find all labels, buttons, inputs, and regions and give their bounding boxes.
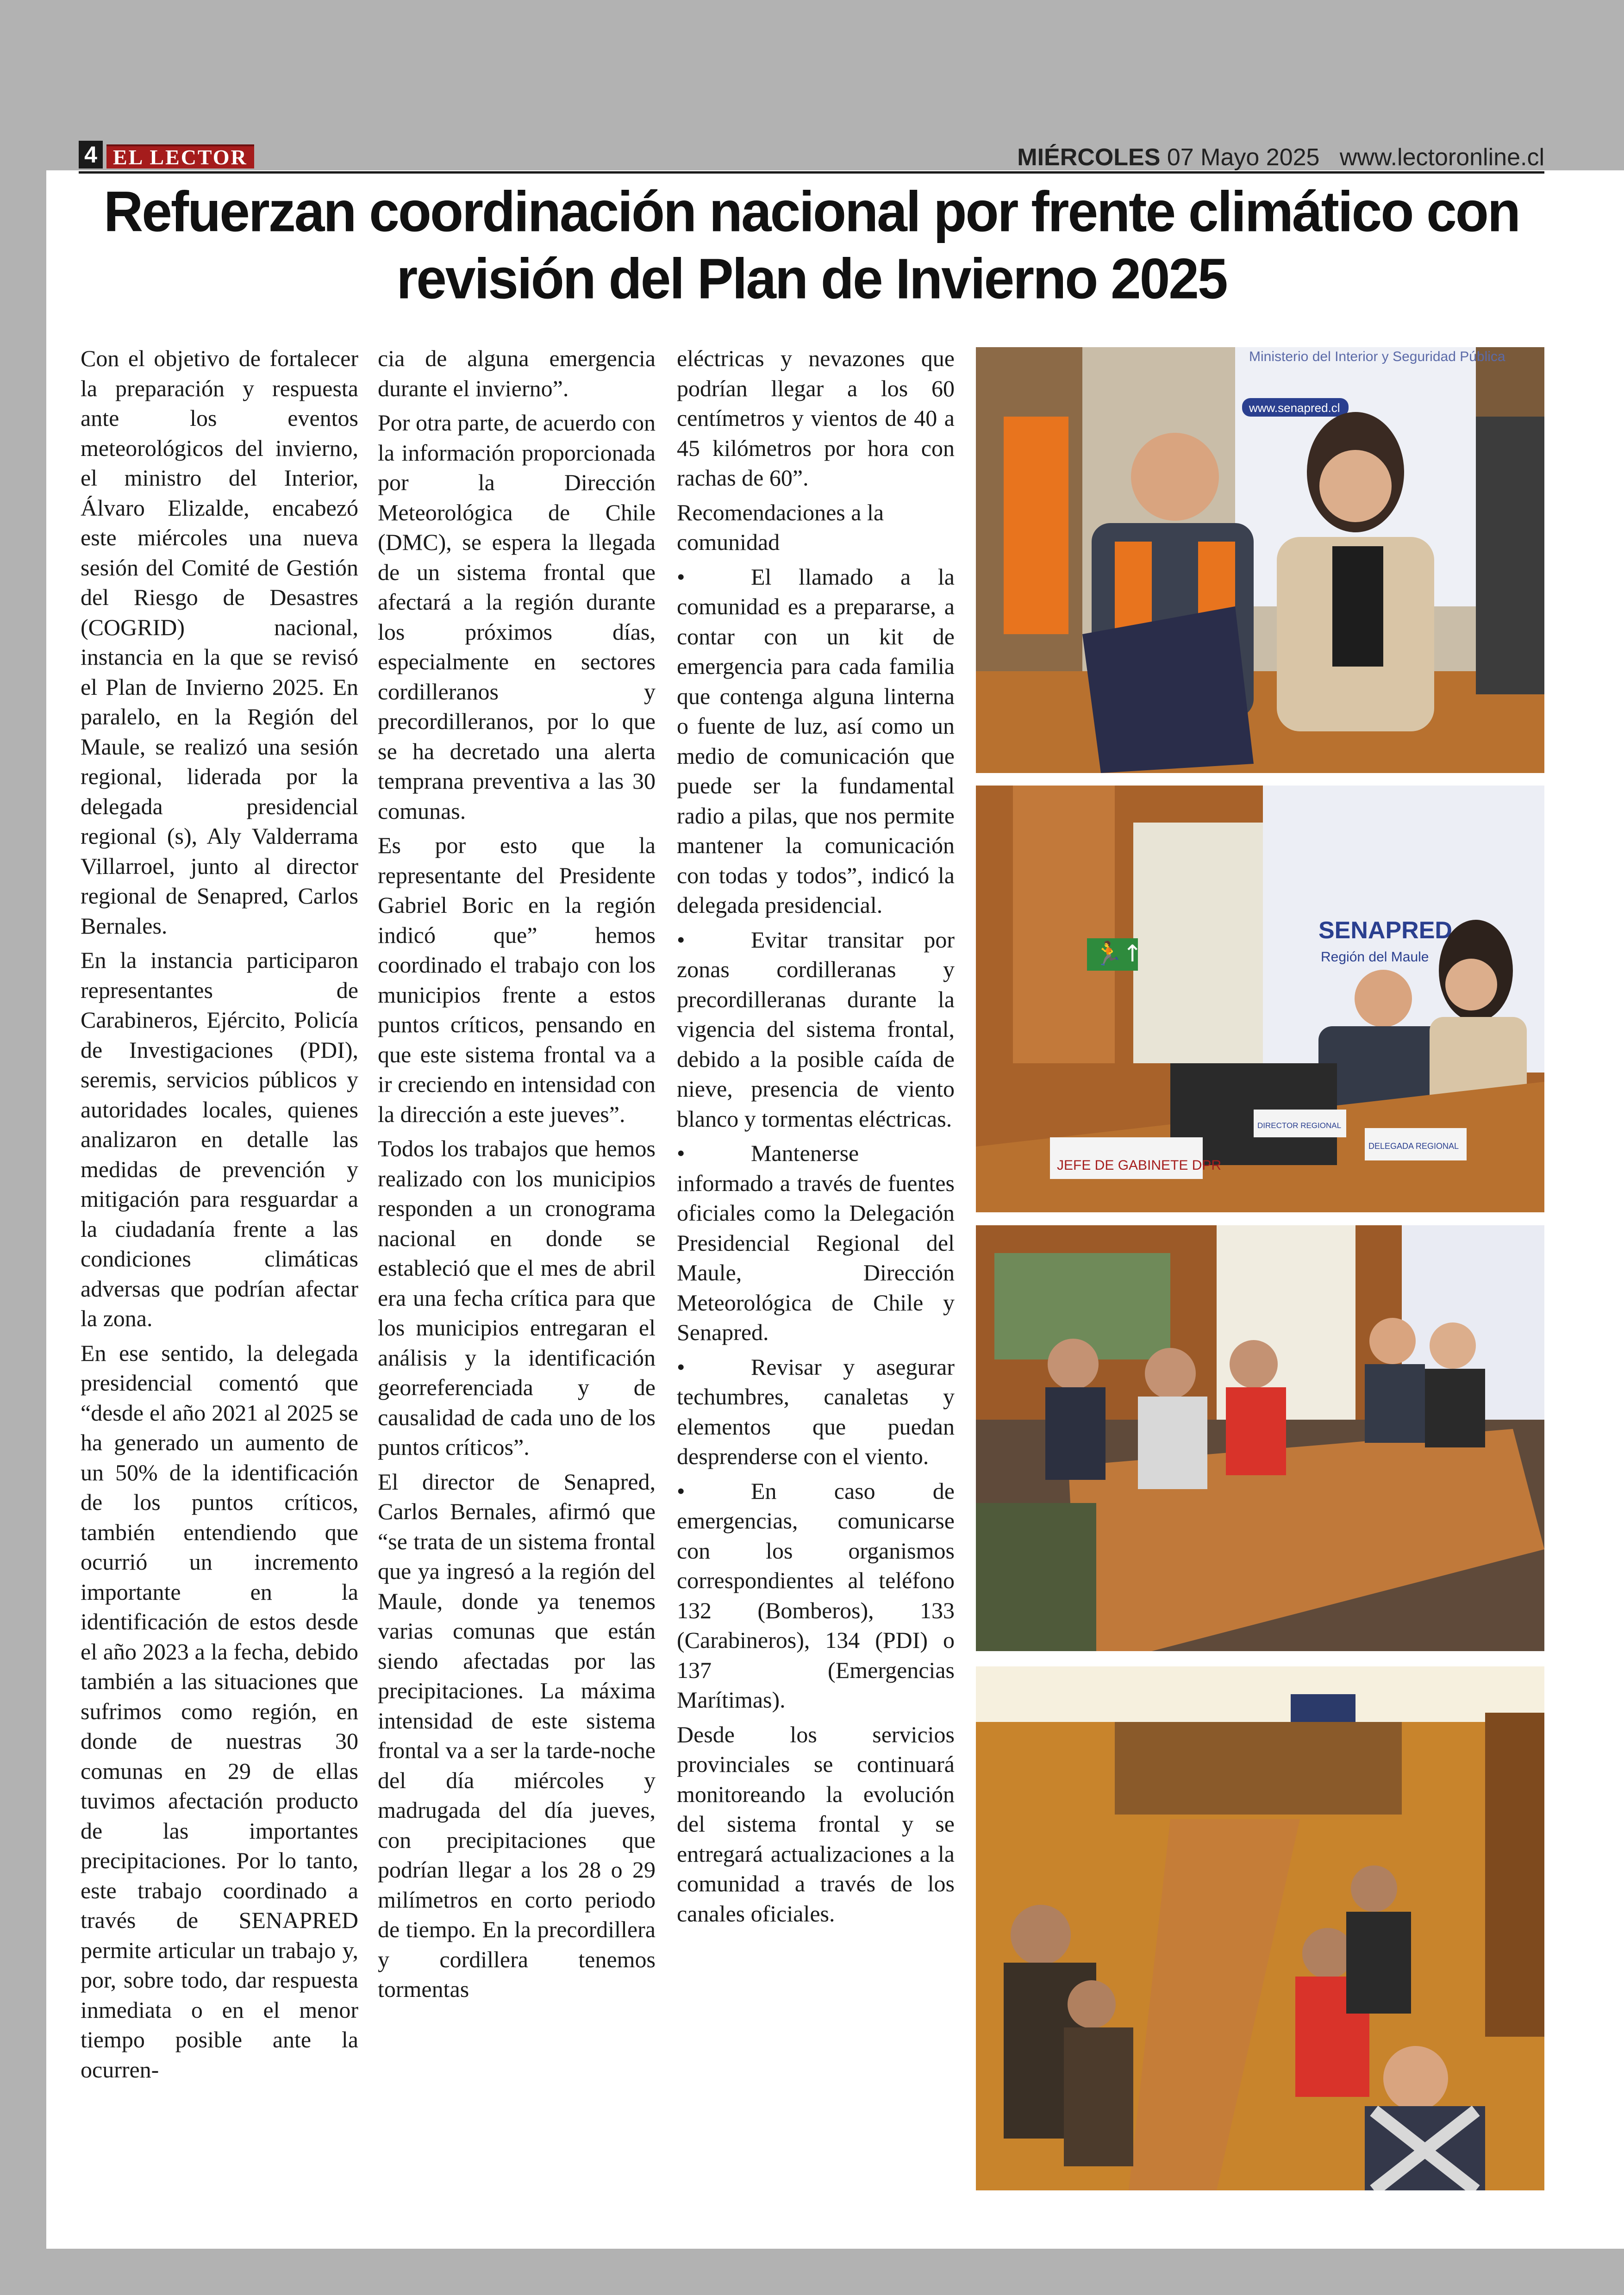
article-headline: Refuerzan coordinación nacional por frente climático con revisión del Plan de Invierno 2025 <box>104 180 1519 311</box>
article-column-3 <box>677 343 955 1933</box>
newspaper-masthead: EL LECTOR <box>106 144 254 168</box>
paragraph: El director de Senapred, Carlos Bernales, afirmó que “se trata de un sistema frontal que ya ingresó a la región del Maule, donde ya tenemos varias comunas que están siendo afectadas por las precipitaciones. La máxima intensidad de este sistema frontal va a ser la tarde-noche del día miércoles y madrugada del día jueves, con precipitaciones que podrían llegar a los 28 o 29 milímetros en corto periodo de tiempo. En la precordillera y cordillera tenemos tormentas <box>378 1468 656 2002</box>
banner-url-text: www.senapred.cl <box>1249 401 1340 415</box>
paragraph: Por otra parte, de acuerdo con la información proporcionada por la Dirección Meteorológica de Chile (DMC), se espera la llegada de un sistema frontal que afectará a la región durante los próximos días, especialmente en sectores cordilleranos y precordilleranos, por lo que se ha decretado una alerta temprana preventiva a las 30 comunas. <box>378 410 656 824</box>
bullet-item <box>677 1352 955 1472</box>
paragraph: eléctricas y nevazones que podrían llegar a los 60 centímetros y vientos de 40 a 45 kilómetros por hora con rachas de 60”. <box>677 345 955 491</box>
senapred-region-text: Región del Maule <box>1321 949 1429 965</box>
paragraph: En la instancia participaron representantes de Carabineros, Ejército, Policía de Investigaciones (PDI), seremis, servicios públicos y autoridades locales, quienes analizaron en detalle las medidas de prevención y mitigación para resguardar a la ciudadanía frente a las condiciones climáticas adversas que podrían afectar la zona. <box>81 947 358 1331</box>
bullet-text: Evitar transitar por zonas cordilleranas y precordilleranas durante la vigencia del sistema frontal, debido a la posible caída de nieve, presencia de viento blanco y tormentas eléctricas. <box>677 926 955 1132</box>
bullet-marker: • <box>677 1140 685 1166</box>
bullet-item <box>677 925 955 1134</box>
paragraph: En ese sentido, la delegada presidencial comentó que “desde el año 2021 al 2025 se ha generado un aumento de un 50% de la identificación de los puntos críticos, también entendiendo que ocurrió un incremento importante en la identificación de estos desde el año 2023 a la fecha, debido también a las situaciones que sufrimos como región, en donde de nuestras 30 comunas en 29 de ellas tuvimos afectación producto de las importantes precipitaciones. Por lo tanto, este trabajo coordinado a través de SENAPRED permite articular un trabajo y, por, sobre todo, dar respuesta inmediata o en el menor tiempo posible ante la ocurren- <box>81 1340 358 2083</box>
bullet-marker: • <box>677 1353 685 1380</box>
bullet-marker: • <box>677 563 685 590</box>
dateline <box>1017 143 1544 171</box>
paragraph: Es por esto que la representante del Presidente Gabriel Boric en la región indicó que” hemos coordinado el trabajo con los municipios frente a estos puntos críticos, pensando en que este sistema frontal va a ir creciendo en intensidad con la dirección a este jueves”. <box>378 832 656 1127</box>
dateline-day: MIÉRCOLES <box>1017 144 1161 171</box>
svg-text:🏃↑: 🏃↑ <box>1094 940 1143 967</box>
photo-officials-closeup <box>976 347 1544 773</box>
article-column-1 <box>81 343 358 2089</box>
bullet-text: Revisar y asegurar techumbres, canaletas y elementos que puedan desprenderse con el viento. <box>677 1353 955 1469</box>
bullet-text: El llamado a la comunidad es a prepararse, a contar con un kit de emergencia para cada familia que contenga alguna linterna o fuente de luz, así como un medio de comunicación que puede ser la fundamental radio a pilas, que nos permite mantener la comunicación con todas y todos”, indicó la delegada presidencial. <box>677 563 955 918</box>
banner-ministry-text: Ministerio del Interior y Seguridad Pública <box>1249 349 1505 364</box>
senapred-banner-text: SENAPRED <box>1318 917 1452 944</box>
photo-meeting-room <box>976 1666 1544 2190</box>
bullet-item <box>677 1476 955 1715</box>
paragraph: Todos los trabajos que hemos realizado con los municipios responden a un cronograma nacional en donde se estableció que el mes de abril era una fecha crítica para que los municipios entregaran el análisis y la identificación georreferenciada y de causalidad de cada uno de los puntos críticos”. <box>378 1135 656 1460</box>
bullet-item <box>677 1138 955 1347</box>
bullet-text: En caso de emergencias, comunicarse con los organismos correspondientes al teléfono 132 (Bomberos), 133 (Carabineros), 134 (PDI) o 137 (Emergencias Marítimas). <box>677 1478 955 1713</box>
photo-officials-closeup-image <box>976 347 1544 773</box>
page-number: 4 <box>79 141 103 168</box>
article-column-2 <box>378 343 656 2009</box>
photo-meeting-table-image <box>976 1225 1544 1651</box>
page-header <box>79 139 1544 174</box>
bullet-marker: • <box>677 1478 685 1504</box>
placard-1-text: JEFE DE GABINETE DPR <box>1057 1158 1222 1173</box>
bullet-item <box>677 562 955 920</box>
website-link[interactable]: www.lectoronline.cl <box>1339 144 1544 171</box>
section-subheading: Recomendaciones a la comunidad <box>677 499 884 555</box>
photo-officials-desk <box>976 786 1544 1212</box>
dateline-date: 07 Mayo 2025 <box>1167 144 1320 171</box>
paragraph: Desde los servicios provinciales se continuará monitoreando la evolución del sistema frontal y se entregará actualizaciones a la comunidad a través de los canales oficiales. <box>677 1721 955 1927</box>
photo-officials-desk-image <box>976 786 1544 1212</box>
placard-2-text: DIRECTOR REGIONAL <box>1257 1121 1342 1130</box>
bullet-marker: • <box>677 926 685 953</box>
photo-meeting-room-image <box>976 1666 1544 2190</box>
paragraph: Con el objetivo de fortalecer la preparación y respuesta ante los eventos meteorológicos del invierno, el ministro del Interior, Álvaro Elizalde, encabezó este miércoles una nueva sesión del Comité de Gestión del Riesgo de Desastres (COGRID) nacional, instancia en la que se revisó el Plan de Invierno 2025. En paralelo, en la Región del Maule, se realizó una sesión regional, liderada por la delegada presidencial regional (s), Aly Valderrama Villarroel, junto al director regional de Senapred, Carlos Bernales. <box>81 345 358 939</box>
paragraph: cia de alguna emergencia durante el invierno”. <box>378 345 656 401</box>
placard-3-text: DELEGADA REGIONAL <box>1368 1141 1459 1151</box>
photo-meeting-table <box>976 1225 1544 1651</box>
bullet-text: Mantenerse informado a través de fuentes oficiales como la Delegación Presidencial Regional del Maule, Dirección Meteorológica de Chile y Senapred. <box>677 1140 955 1345</box>
